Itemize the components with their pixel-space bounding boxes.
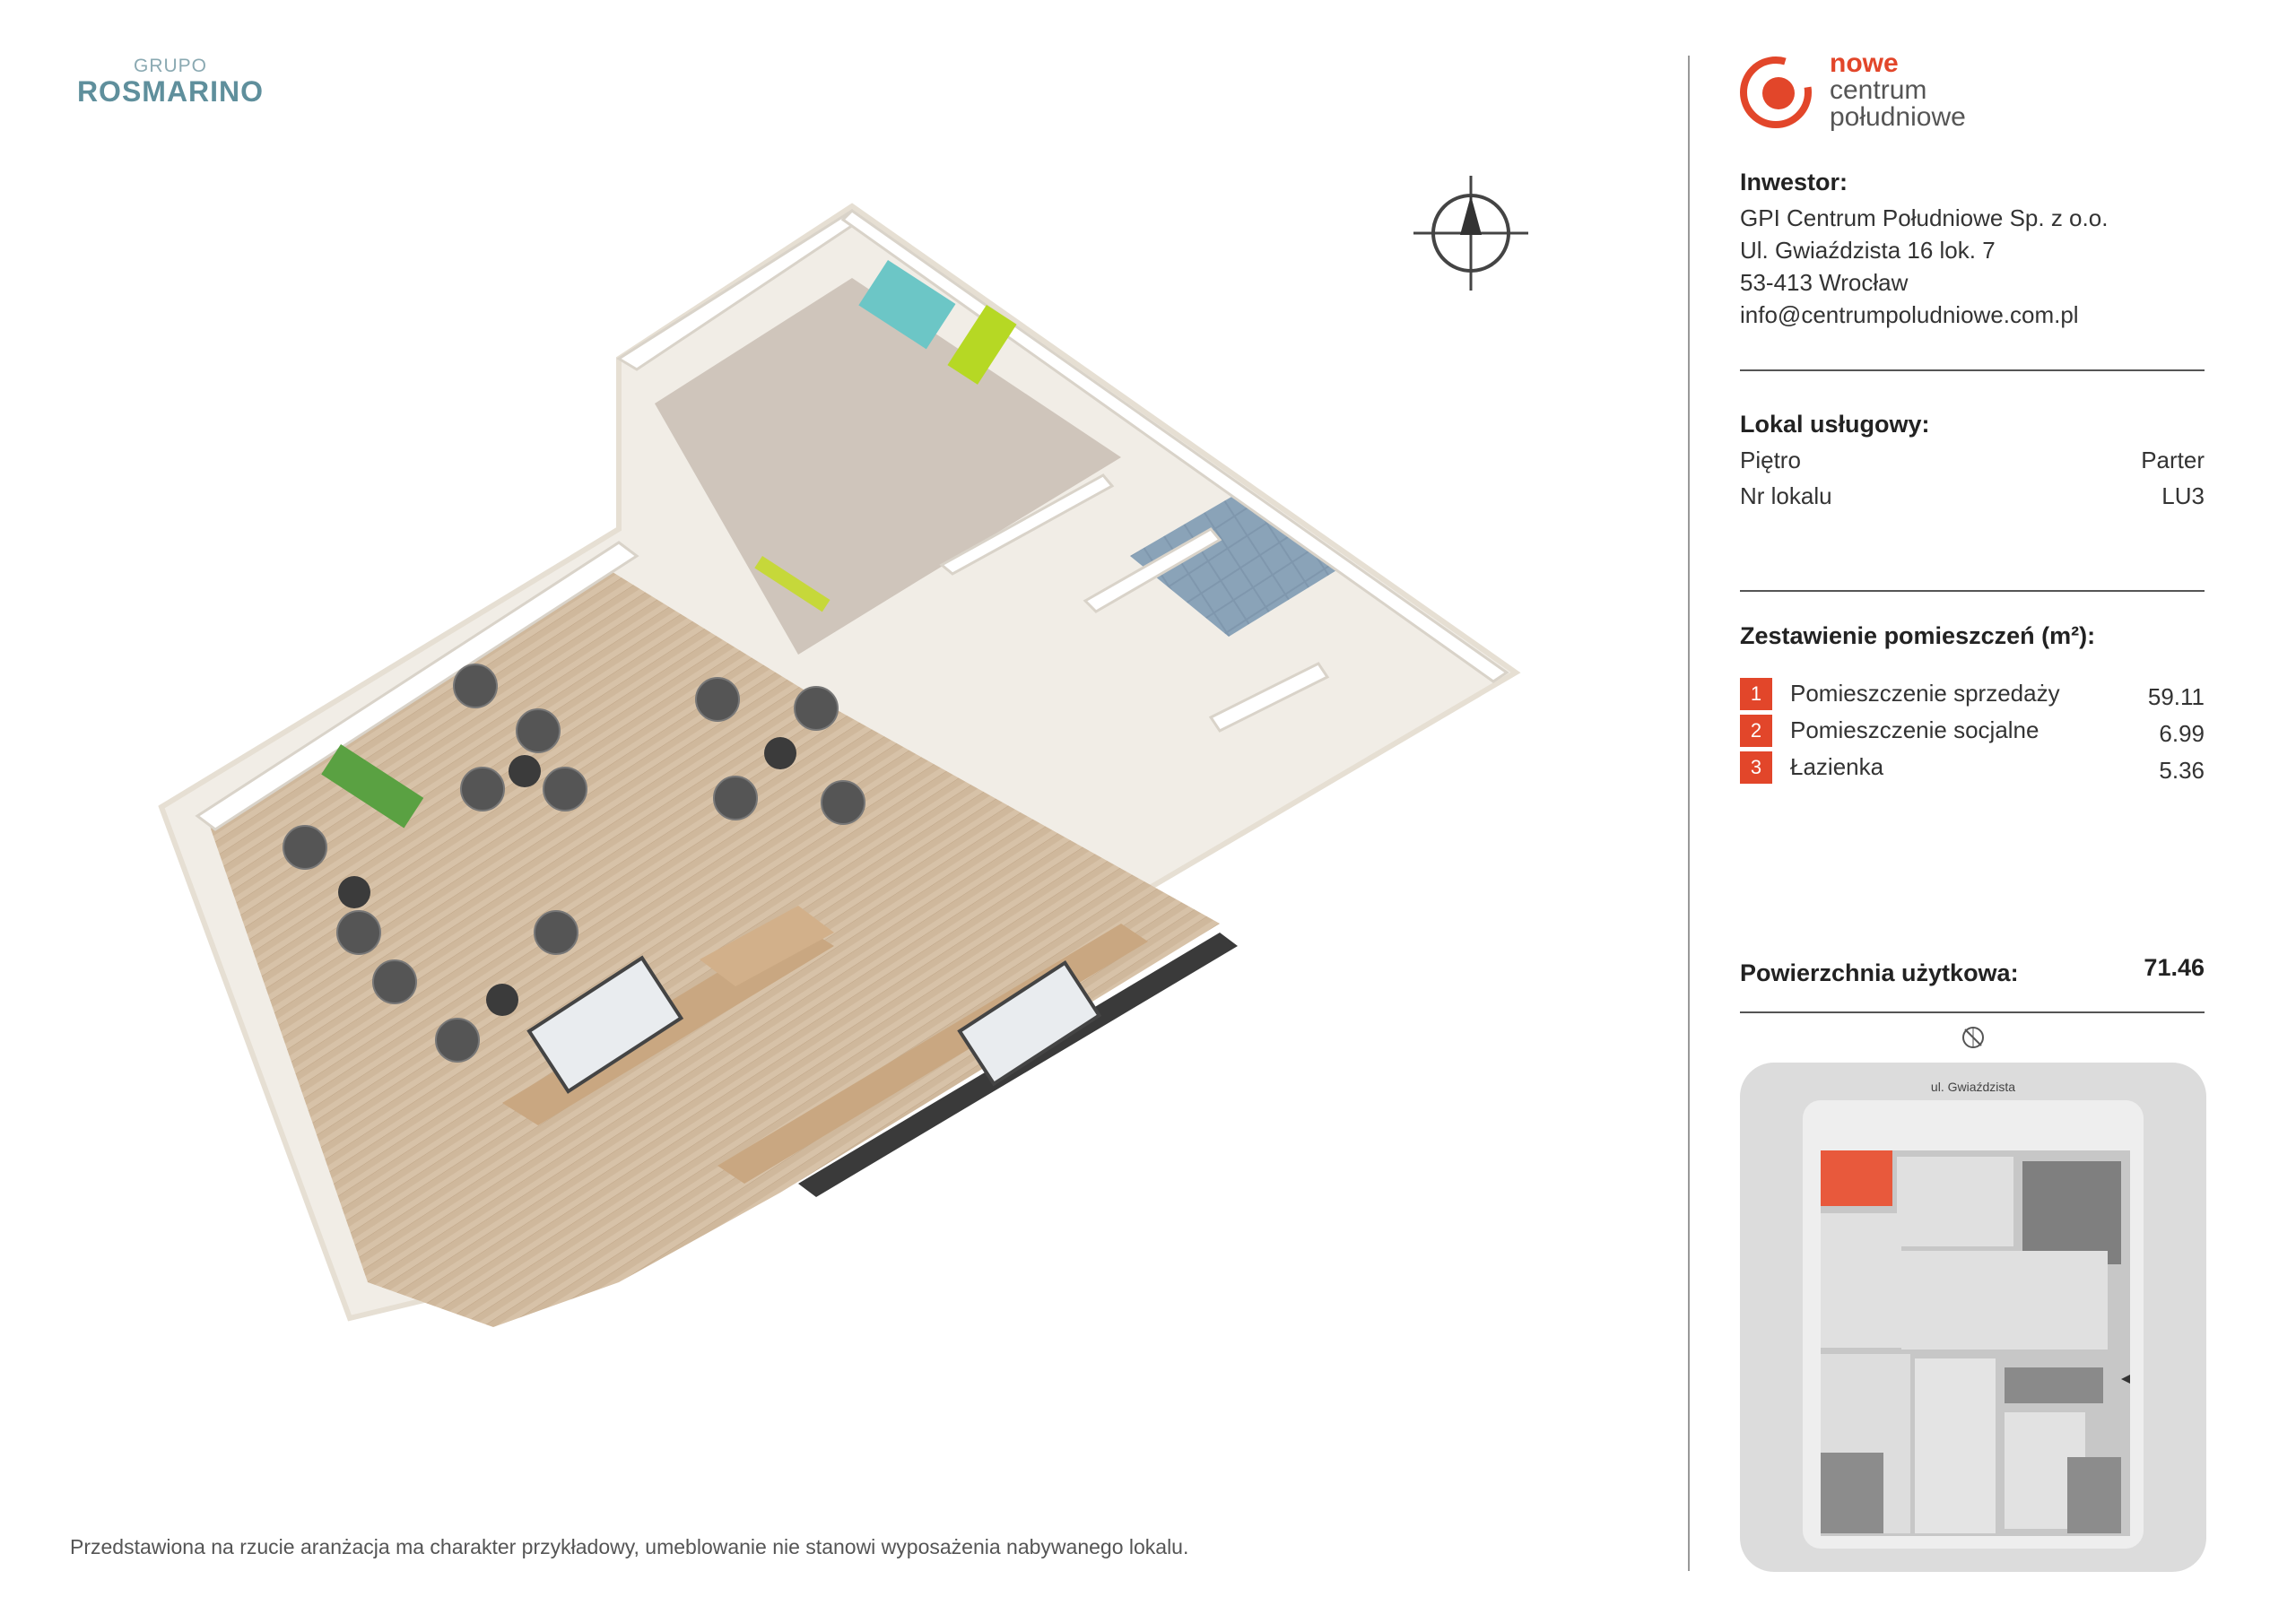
- room-row: [1740, 715, 2205, 747]
- rooms-heading: [1740, 622, 2206, 650]
- room-area: 59.11: [2147, 683, 2205, 710]
- brand-logo: [72, 56, 269, 108]
- north-compass-icon: [1408, 170, 1534, 296]
- brand-name: ROSMARINO: [76, 75, 265, 108]
- room-number-badge: 1: [1740, 678, 1772, 710]
- unit-heading: [1740, 411, 2206, 438]
- brand-small-text: GRUPO: [133, 56, 207, 76]
- unit-number-label: Nr lokalu: [1740, 482, 1832, 509]
- room-row: [1740, 751, 2205, 784]
- room-row: [1740, 678, 2205, 710]
- logo-line-2: centrum: [1830, 75, 1927, 105]
- room-name: Pomieszczenie sprzedaży: [1790, 680, 2060, 707]
- column-divider: [1688, 56, 1690, 1571]
- room-name: Łazienka: [1790, 753, 1884, 780]
- site-plan-map: [1735, 1027, 2211, 1574]
- section-rule: [1740, 1011, 2205, 1013]
- investor-line: GPI Centrum Południowe Sp. z o.o.: [1740, 204, 2109, 231]
- floor-value: Parter: [2141, 447, 2205, 473]
- floor-label: Piętro: [1740, 447, 1801, 473]
- room-name: Pomieszczenie socjalne: [1790, 716, 2039, 743]
- total-area-label: Powierzchnia użytkowa:: [1740, 959, 2019, 986]
- unit-number-value: LU3: [2161, 482, 2205, 509]
- investor-section: [1740, 169, 2206, 331]
- floor-row: [1740, 447, 2205, 474]
- room-area: 6.99: [2159, 720, 2205, 747]
- investor-line: Ul. Gwiaździsta 16 lok. 7: [1740, 237, 1996, 264]
- room-number-badge: 2: [1740, 715, 1772, 747]
- floor-plan-illustration: [152, 135, 1587, 1480]
- total-area-value: 71.46: [2144, 954, 2205, 981]
- investor-email: info@centrumpoludniowe.com.pl: [1740, 301, 2079, 328]
- centrum-logo-icon: [1735, 52, 1816, 133]
- logo-line-1: nowe: [1830, 48, 1899, 78]
- unit-number-row: [1740, 482, 2205, 510]
- total-area-row: [1740, 954, 2205, 987]
- site-street-label: ul. Gwiaździsta: [1930, 1080, 2016, 1094]
- rooms-heading-text: Zestawienie pomieszczeń (m²):: [1740, 622, 2096, 649]
- room-area: 5.36: [2159, 757, 2205, 784]
- unit-heading-text: Lokal usługowy:: [1740, 411, 1930, 438]
- centrum-logo-text: [1830, 50, 1966, 131]
- room-number-badge: 3: [1740, 751, 1772, 784]
- investor-heading: Inwestor:: [1740, 169, 1848, 195]
- section-rule: [1740, 590, 2205, 592]
- logo-line-3: południowe: [1830, 102, 1966, 132]
- section-rule: [1740, 369, 2205, 371]
- disclaimer-note: Przedstawiona na rzucie aranżacja ma charakter przykładowy, umeblowanie nie stanowi wyposażenia nabywanego lokalu.: [70, 1535, 1189, 1558]
- investor-line: 53-413 Wrocław: [1740, 269, 1909, 296]
